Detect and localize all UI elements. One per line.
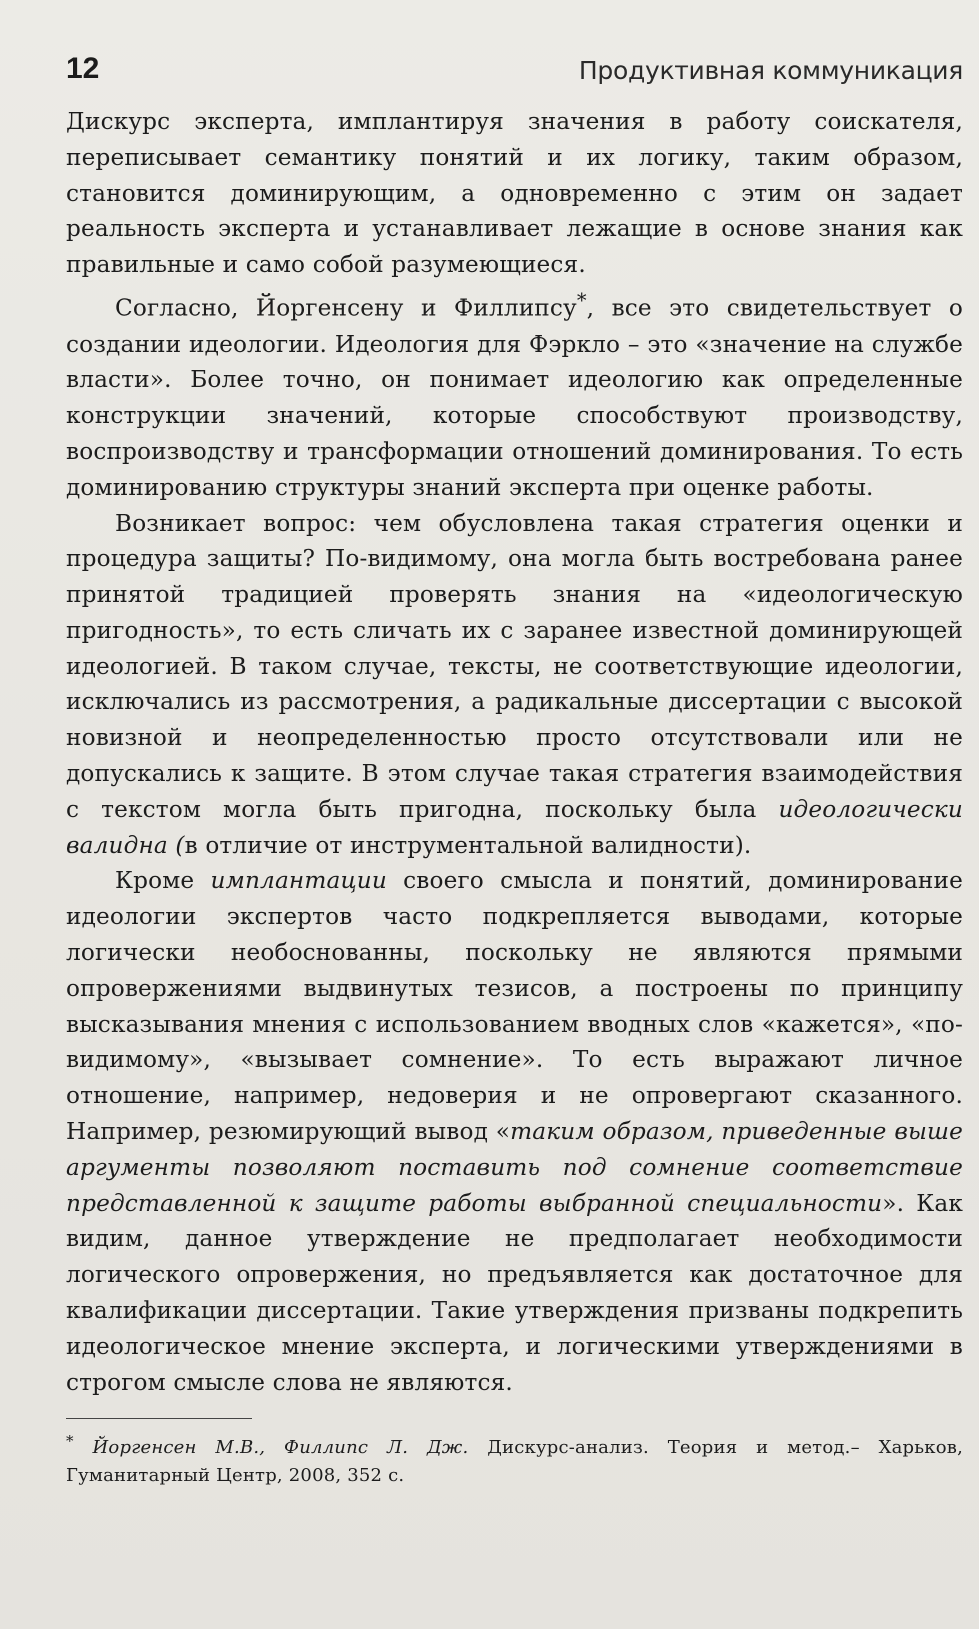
paragraph-2-text-a: Согласно, Йоргенсену и Филлипсу <box>115 294 577 322</box>
page-header <box>66 52 963 96</box>
paragraph-4-italic-quote: таким образом, приведенные выше аргументы позволяют поставить под сомнение соответствие представленной к защите работы выбранной специальности <box>66 1118 963 1217</box>
paragraph-3-text-b: в отличие от инструментальной валидности). <box>184 831 752 859</box>
footnote-mark: * <box>66 1432 74 1451</box>
body-text <box>66 104 963 1400</box>
paragraph-3 <box>66 506 963 864</box>
footnote-authors: Йоргенсен М.В., Филлипс Л. Дж. <box>92 1437 469 1459</box>
paragraph-4-text-c: ». Как видим, данное утверждение не предполагает необходимости логического опровержения, но предъявляется как достаточное для квалификации диссертации. Такие утверждения призваны подкрепить идеологическое мнение эксперта, и логическими утверждениями в строгом смысле слова не являются. <box>66 1189 963 1396</box>
paragraph-3-text-a: Возникает вопрос: чем обусловлена такая стратегия оценки и процедура защиты? По-видимому, она могла быть востребована ранее принятой традицией проверять знания на «идеологическую пригодность», то есть сличать их с заранее известной доминирующей идеологией. В таком случае, тексты, не соответствующие идеологии, исключались из рассмотрения, а радикальные диссертации с высокой новизной и неопределенностью просто отсутствовали или не допускались к защите. В этом случае такая стратегия взаимодействия с текстом могла быть пригодна, поскольку была <box>66 509 963 823</box>
footnote-text: Дискурс-анализ. Теория и метод.– Харьков, Гуманитарный Центр, 2008, 352 с. <box>66 1437 964 1487</box>
paragraph-4 <box>66 863 963 1400</box>
running-title: Продуктивная коммуникация <box>578 56 963 85</box>
footnote-reference-mark: * <box>576 288 587 312</box>
footnote-divider <box>66 1418 252 1419</box>
paragraph-4-text-b: своего смысла и понятий, доминирование идеологии экспертов часто подкрепляется выводами, которые логически необоснованны, поскольку не являются прямыми опровержениями выдвинутых тезисов, а построены по принципу высказывания мнения с использованием вводных слов «кажется», «по-видимому», «вызывает сомнение». То есть выражают личное отношение, например, недоверия и не опровергают сказанного. Например, резюмирующий вывод « <box>66 867 964 1146</box>
paragraph-1: Дискурс эксперта, имплантируя значения в работу соискателя, переписывает семантику понятий и их логику, таким образом, становится доминирующим, а одновременно с этим он задает реальность эксперта и устанавливает лежащие в основе знания как правильные и само собой разумеющиеся. <box>66 108 963 279</box>
paragraph-2-text-b: , все это свидетельствует о создании идеологии. Идеология для Фэркло – это «значение на службе власти». Более точно, он понимает идеологию как определенные конструкции значений, которые способствуют производству, воспроизводству и трансформации отношений доминирования. То есть доминированию структуры знаний эксперта при оценке работы. <box>66 294 963 501</box>
footnote <box>66 1427 963 1490</box>
paragraph-4-text-a: Кроме <box>115 867 211 895</box>
paragraph-2 <box>66 283 963 506</box>
paragraph-4-italic-term: имплантации <box>210 867 387 895</box>
paragraph-3-italic: идеологически валидна ( <box>66 795 963 859</box>
page-number: 12 <box>66 52 100 85</box>
